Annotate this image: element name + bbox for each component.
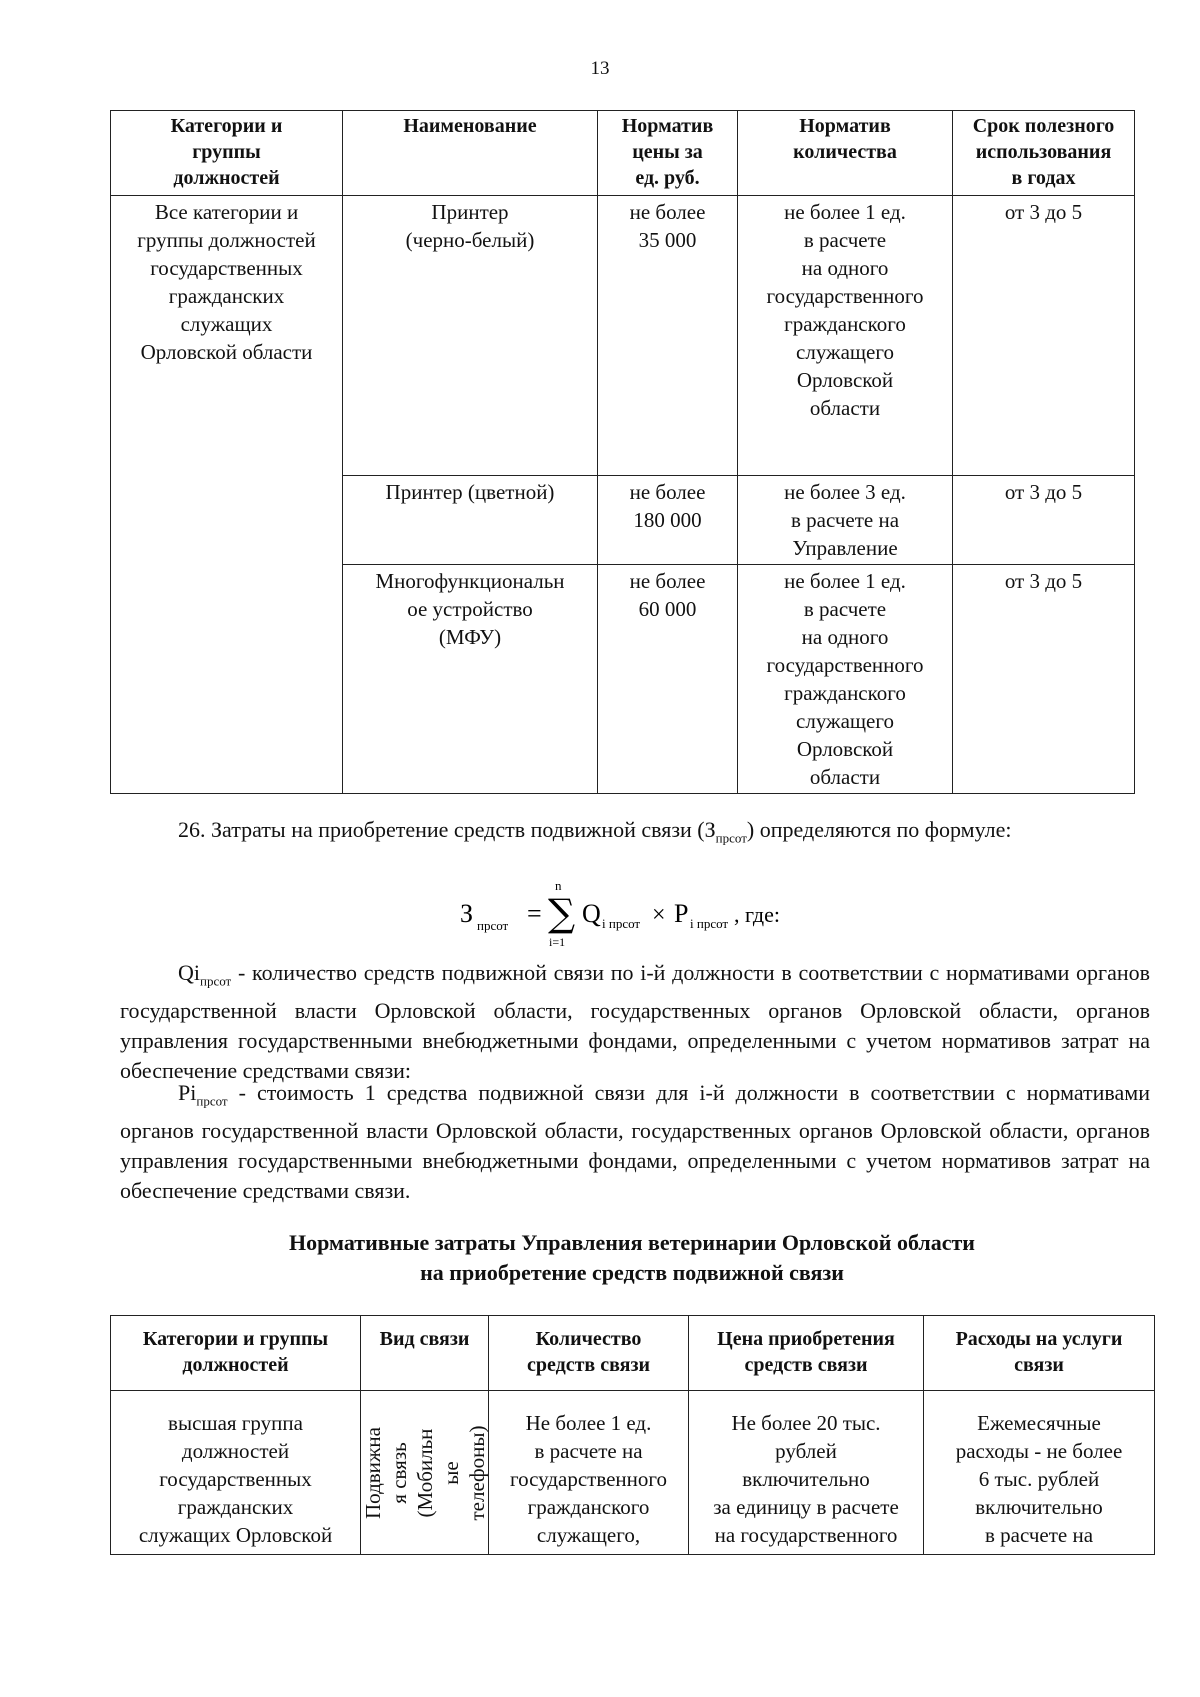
- formula-p-sub: i прсот: [690, 916, 729, 931]
- table-header-row: [111, 1316, 1155, 1391]
- header-service-expenses: Расходы на услуги связи: [924, 1316, 1155, 1391]
- formula-sum-lower: i=1: [549, 935, 566, 949]
- header-name: Наименование: [343, 111, 598, 196]
- table-row: [111, 1391, 1155, 1555]
- definition-q: $Qi_{прсот}$ - количество средств подвижной связи по i-й должности в соответствии с нормативами органов государственной власти Орловской области, государственных органов Орловской области, органов управления государственными внебюджетными фондами, определенными с учетом нормативов затрат на обеспечение средствами связи:: [120, 960, 1150, 1084]
- formula-lhs: З: [460, 899, 474, 928]
- formula-tail: , где:: [734, 902, 780, 927]
- item-name: Принтер (цветной): [343, 476, 598, 565]
- page-number: 13: [590, 58, 610, 79]
- category-cell: высшая группа должностей государственных гражданских служащих Орловской: [111, 1391, 361, 1555]
- formula-equals: =: [527, 899, 542, 928]
- formula-q-sub: i прсот: [602, 916, 641, 931]
- formula-times: ×: [652, 902, 666, 928]
- header-categories: Категории и группы должностей: [111, 111, 343, 196]
- category-cell: Все категории и группы должностей государственных гражданских служащих Орловской области: [111, 196, 343, 794]
- header-price-norm: Норматив цены за ед. руб.: [598, 111, 738, 196]
- item-term: от 3 до 5: [953, 196, 1135, 476]
- price-cell: Не более 20 тыс. рублей включительно за единицу в расчете на государственного: [689, 1391, 924, 1555]
- mobile-communication-table: [110, 1315, 1155, 1555]
- formula-q: Q: [582, 899, 601, 928]
- equipment-norms-table: [110, 110, 1135, 794]
- section-heading: Нормативные затраты Управления ветеринарии Орловской области на приобретение средств подвижной связи: [289, 1230, 975, 1285]
- item-term: от 3 до 5: [953, 476, 1135, 565]
- header-purchase-price: Цена приобретения средств связи: [689, 1316, 924, 1391]
- table-header-row: [111, 111, 1135, 196]
- definition-p: $Pi_{прсот}$ - стоимость 1 средства подвижной связи для i-й должности в соответствии с нормативами органов государственной власти Орловской области, государственных органов Орловской области, органов управления государственными внебюджетными фондами, определенными с учетом нормативов затрат на обеспечение средствами связи.: [120, 1080, 1150, 1204]
- item-name: Принтер (черно-белый): [343, 196, 598, 476]
- header-categories: Категории и группы должностей: [111, 1316, 361, 1391]
- comm-type-cell: Подвижна я связь (Мобильн ые телефоны): [361, 1391, 489, 1555]
- header-quantity-norm: Норматив количества: [738, 111, 953, 196]
- paragraph-26: 26. Затраты на приобретение средств подвижной связи $(З_{прсот})$ определяются по формуле:: [178, 817, 1012, 846]
- formula-sum-upper: n: [555, 880, 562, 893]
- sum-icon: ∑: [548, 891, 576, 935]
- item-quantity: не более 1 ед. в расчете на одного государственного гражданского служащего Орловской области: [738, 565, 953, 794]
- quantity-cell: Не более 1 ед. в расчете на государственного гражданского служащего,: [489, 1391, 689, 1555]
- formula-p: P: [674, 899, 689, 928]
- header-useful-life: Срок полезного использования в годах: [953, 111, 1135, 196]
- cost-formula: [460, 880, 880, 950]
- item-term: от 3 до 5: [953, 565, 1135, 794]
- item-quantity: не более 3 ед. в расчете на Управление: [738, 476, 953, 565]
- item-name: Многофункциональн ое устройство (МФУ): [343, 565, 598, 794]
- expenses-cell: Ежемесячные расходы - не более 6 тыс. рублей включительно в расчете на: [924, 1391, 1155, 1555]
- table-row: [111, 196, 1135, 476]
- item-price: не более 180 000: [598, 476, 738, 565]
- item-quantity: не более 1 ед. в расчете на одного государственного гражданского служащего Орловской области: [738, 196, 953, 476]
- header-quantity: Количество средств связи: [489, 1316, 689, 1391]
- header-comm-type: Вид связи: [361, 1316, 489, 1391]
- item-price: не более 35 000: [598, 196, 738, 476]
- formula-lhs-sub: прсот: [477, 918, 509, 933]
- item-price: не более 60 000: [598, 565, 738, 794]
